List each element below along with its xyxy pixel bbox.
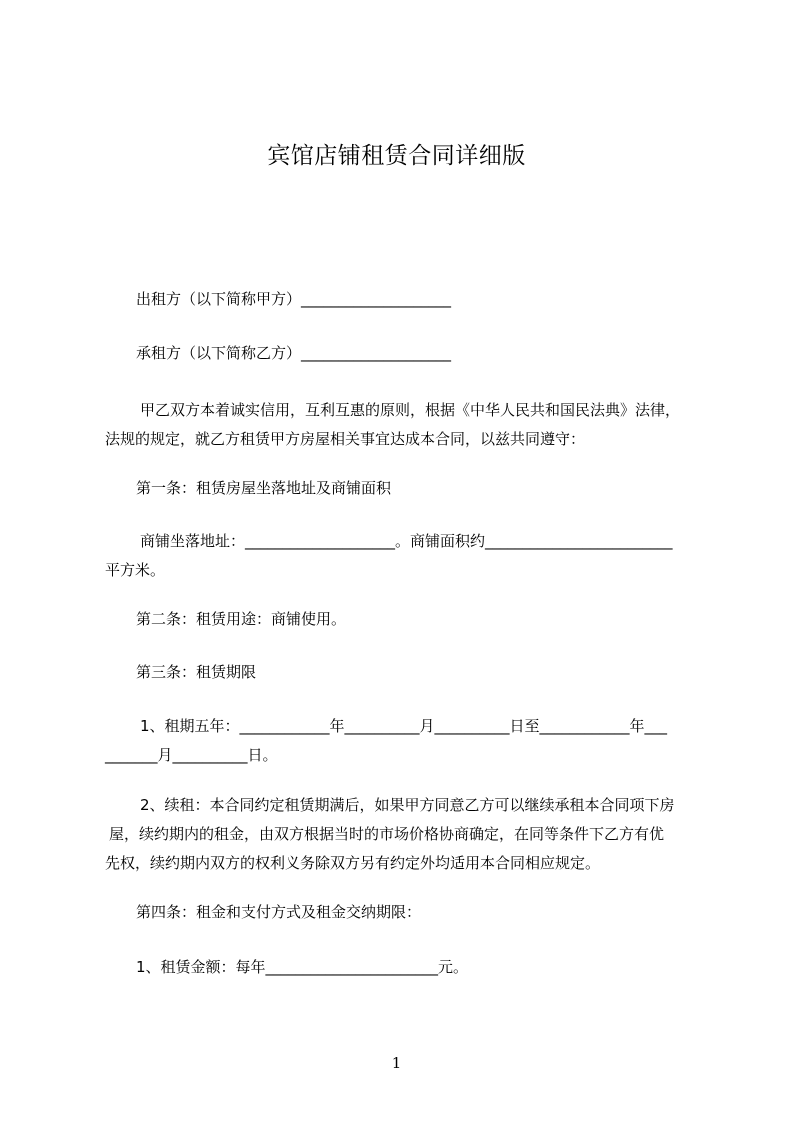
article-2: 第二条：租赁用途：商铺使用。 — [136, 610, 347, 628]
article-3-item-2: 2、续租：本合同约定租赁期满后，如果甲方同意乙方可以继续承租本合同项下房 屋，续约期内的租金，由双方根据当时的市场价格协商确定，在同等条件下乙方有优 先权，续约期内双方的权利义务除双方另有约定外均适用本合同相应规定。 — [105, 796, 675, 872]
article-4-item-1: 1、租赁金额：每年_______________________元。 — [136, 958, 469, 976]
page-title: 宾馆店铺租赁合同详细版 — [267, 143, 526, 169]
lessor-line: 出租方（以下简称甲方）____________________ — [136, 290, 452, 308]
page-number: 1 — [391, 1054, 402, 1072]
article-3-item-1: 1、租期五年：____________年__________月__________日至____________年___ _______月__________日。 — [105, 717, 668, 764]
article-1-body: 商铺坐落地址：____________________。商铺面积约_________________________ 平方米。 — [105, 532, 673, 579]
article-4-heading: 第四条：租金和支付方式及租金交纳期限： — [136, 903, 422, 921]
intro-paragraph: 甲乙双方本着诚实信用，互利互惠的原则，根据《中华人民共和国民法典》法律， 法规的规定，就乙方租赁甲方房屋相关事宜达成本合同，以兹共同遵守： — [105, 401, 681, 448]
lessee-line: 承租方（以下简称乙方）____________________ — [136, 344, 452, 362]
article-3-heading: 第三条：租赁期限 — [136, 663, 257, 681]
article-1-heading: 第一条：租赁房屋坐落地址及商铺面积 — [136, 479, 392, 497]
